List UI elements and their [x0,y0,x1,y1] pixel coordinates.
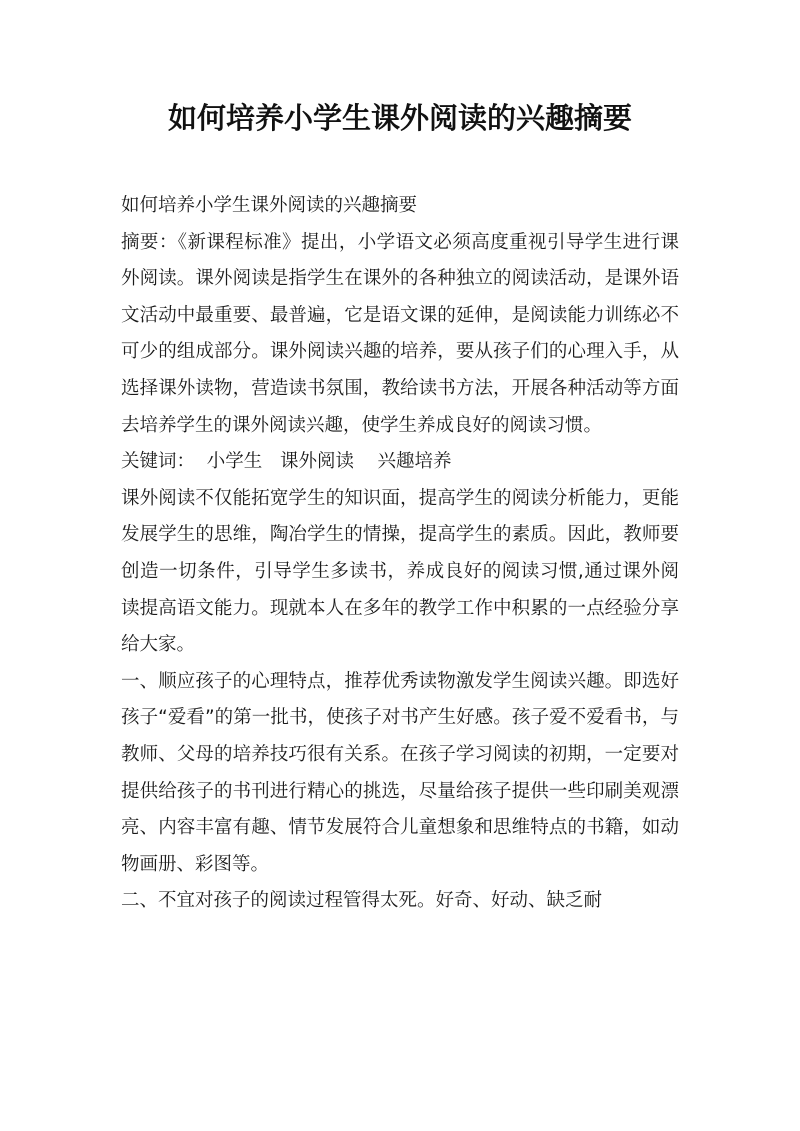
abstract-paragraph: 摘要：《新课程标准》提出，小学语文必须高度重视引导学生进行课外阅读。课外阅读是指学生在课外的各种独立的阅读活动，是课外语文活动中最重要、最普遍，它是语文课的延伸，是阅读能力训练必不可少的组成部分。课外阅读兴趣的培养，要从孩子们的心理入手，从选择课外读物，营造读书氛围，教给读书方法，开展各种活动等方面去培养学生的课外阅读兴趣，使学生养成良好的阅读习惯。 [121,231,679,436]
body-paragraph: 二、不宜对孩子的阅读过程管得太死。好奇、好动、缺乏耐 [121,890,603,912]
keywords-line [121,444,679,481]
keyword-item: 小学生 [206,451,263,473]
keyword-item: 课外阅读 [279,451,354,473]
keywords-label: 关键词： [121,451,196,473]
document-subtitle: 如何培养小学生课外阅读的兴趣摘要 [121,195,418,216]
body-paragraph: 一、顺应孩子的心理特点，推荐优秀读物激发学生阅读兴趣。即选好孩子“爱看”的第一批书，使孩子对书产生好感。孩子爱不爱看书，与教师、父母的培养技巧很有关系。在孩子学习阅读的初期，一定要对提供给孩子的书刊进行精心的挑选，尽量给孩子提供一些印刷美观漂亮、内容丰富有趣、情节发展符合儿童想象和思维特点的书籍，如动物画册、彩图等。 [121,670,679,875]
keyword-item: 兴趣培养 [377,451,452,473]
document-title: 如何培养小学生课外阅读的兴趣摘要 [167,101,632,135]
body-paragraph: 课外阅读不仅能拓宽学生的知识面，提高学生的阅读分析能力，更能发展学生的思维，陶冶学生的情操，提高学生的素质。因此，教师要创造一切条件，引导学生多读书，养成良好的阅读习惯,通过课外阅读提高语文能力。现就本人在多年的教学工作中积累的一点经验分享给大家。 [121,487,679,656]
document-body [121,188,679,920]
